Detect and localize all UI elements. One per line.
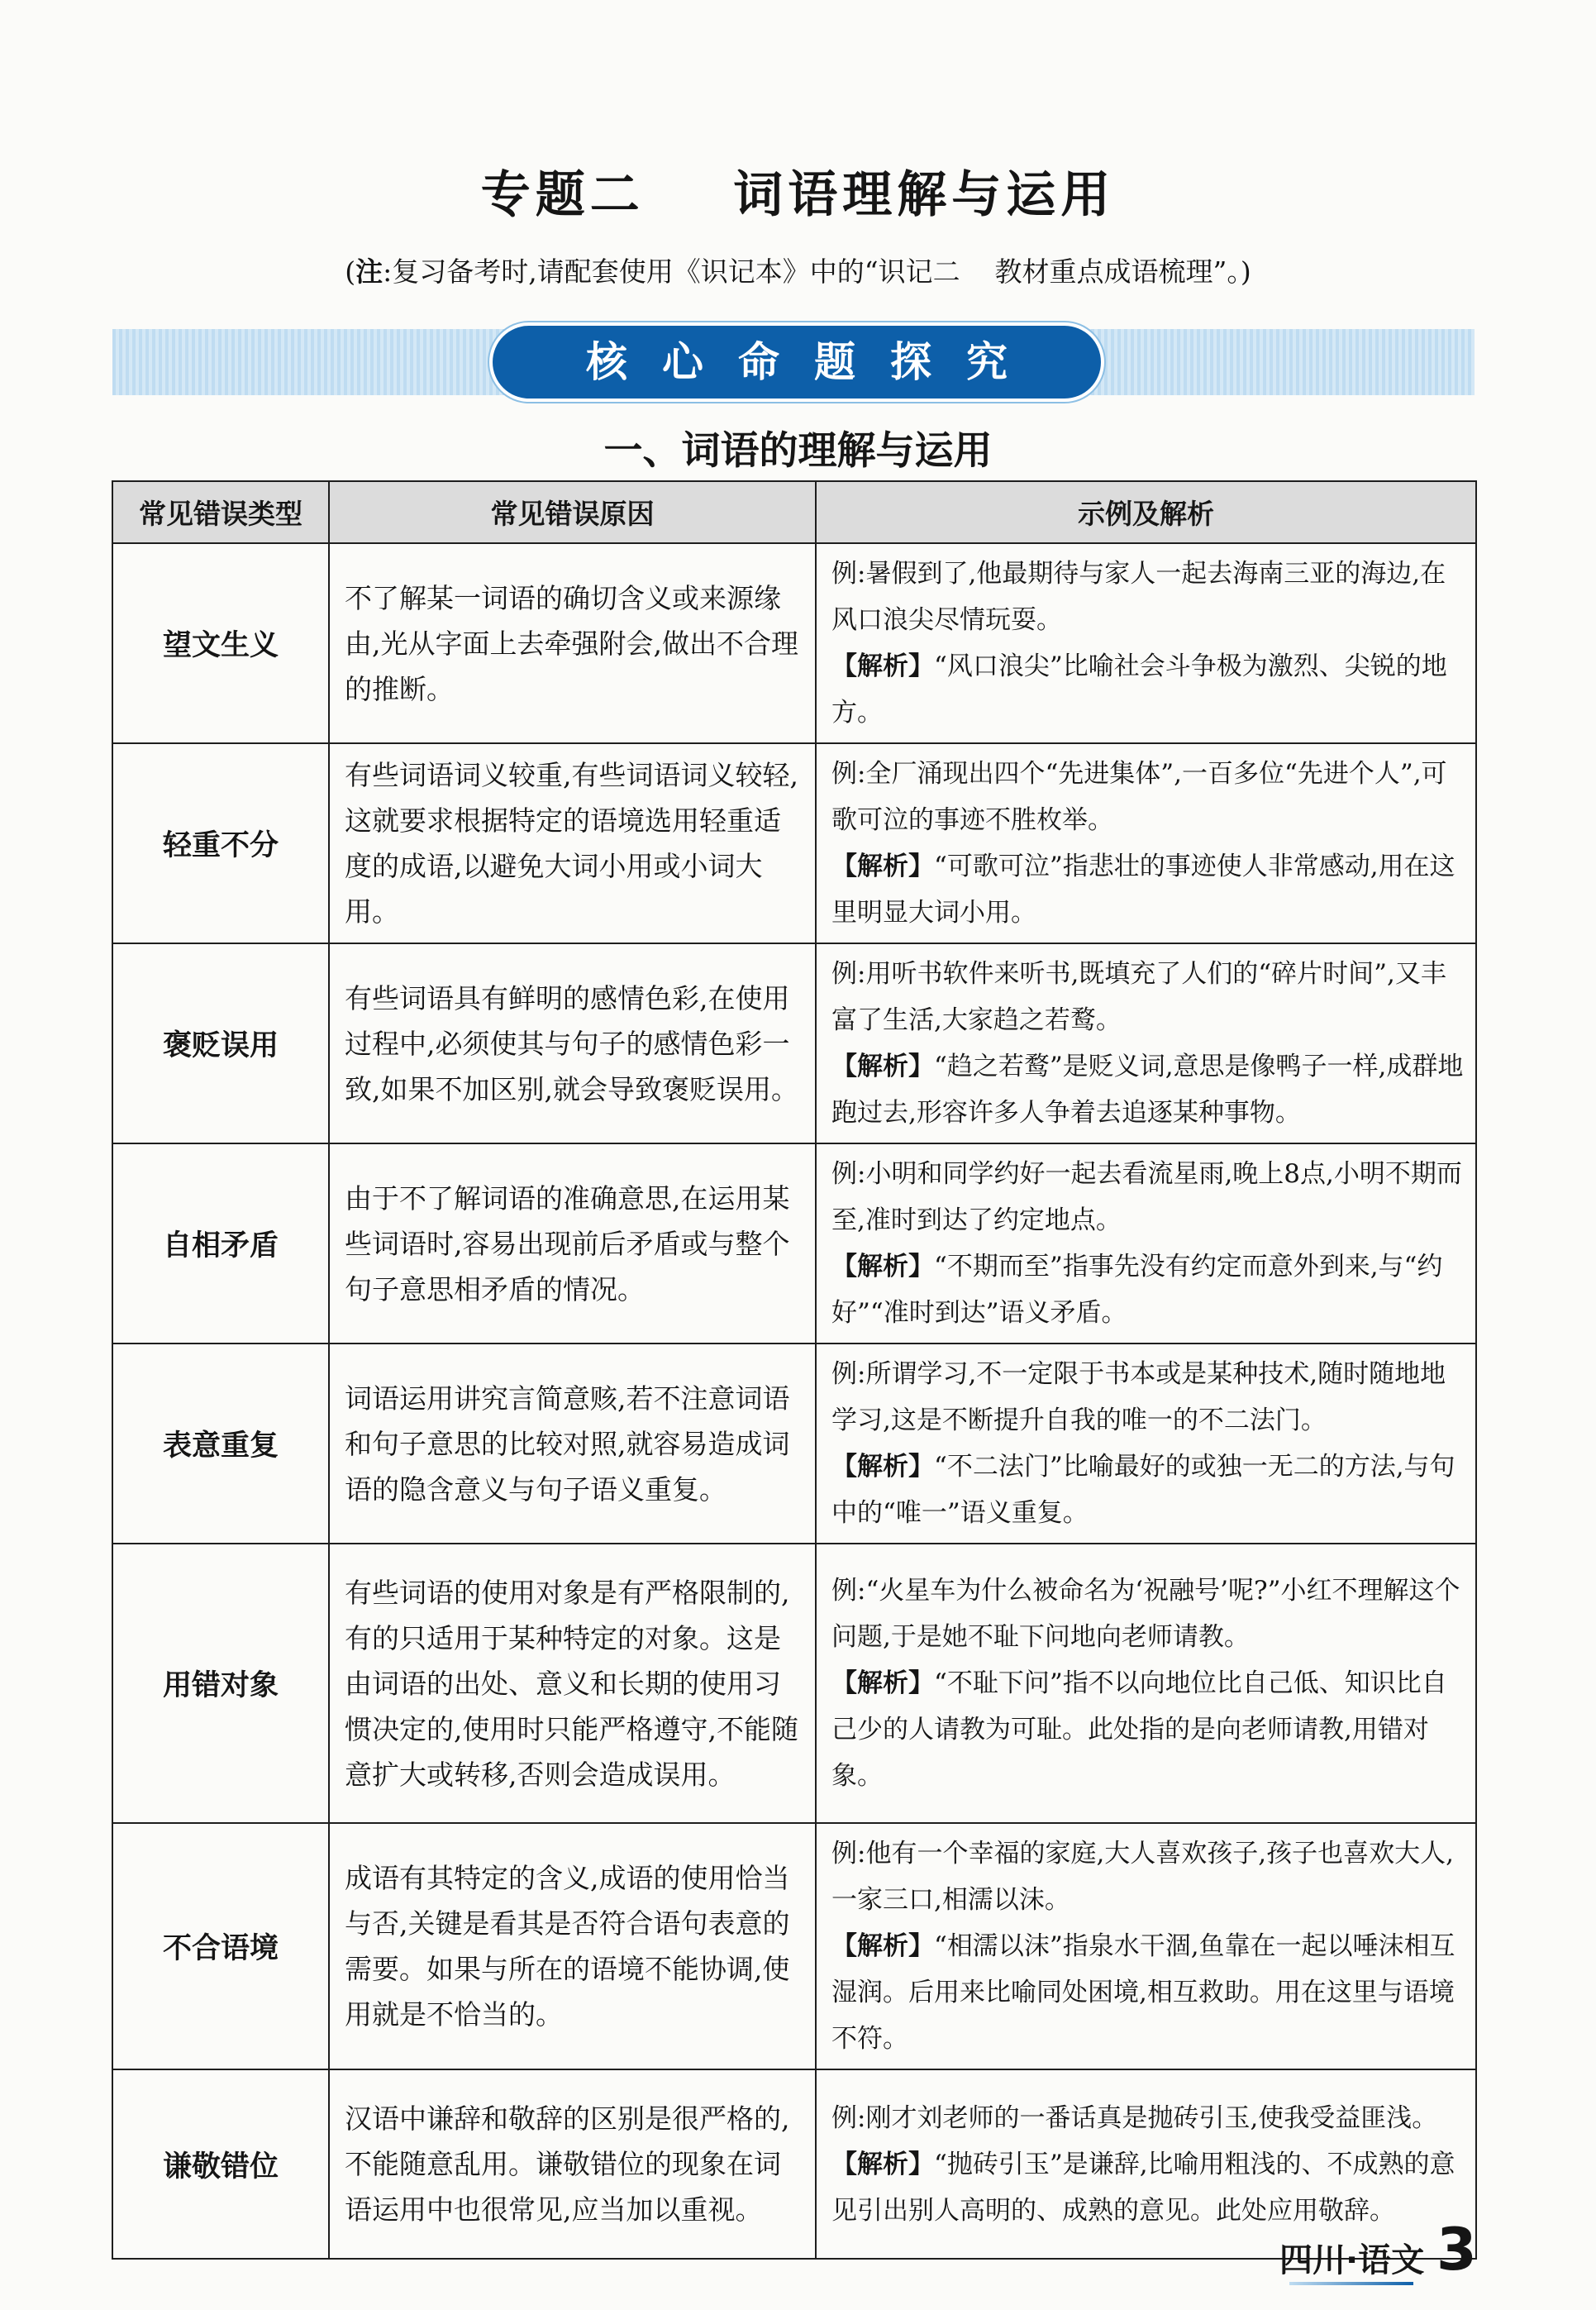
example-text: 例:用听书软件来听书,既填充了人们的“碎片时间”,又丰富了生活,大家趋之若鹜。 xyxy=(831,959,1446,1035)
analysis-tag: 【解析】 xyxy=(831,1252,934,1281)
analysis-text xyxy=(831,643,1464,736)
error-types-table xyxy=(112,480,1477,2260)
analysis-tag: 【解析】 xyxy=(831,1668,934,1698)
example-cell xyxy=(816,2069,1476,2259)
error-type: 表意重复 xyxy=(112,1344,329,1544)
analysis-text xyxy=(831,1444,1464,1536)
example-cell xyxy=(816,1544,1476,1823)
table-row xyxy=(112,943,1476,1143)
page-title: 专题二 词语理解与运用 xyxy=(480,166,1116,224)
analysis-text xyxy=(831,843,1464,936)
error-type: 轻重不分 xyxy=(112,743,329,943)
error-type: 不合语境 xyxy=(112,1823,329,2069)
page-number: 3 xyxy=(1436,2216,1477,2284)
analysis-text xyxy=(831,1043,1464,1136)
example-text: 例:刚才刘老师的一番话真是抛砖引玉,使我受益匪浅。 xyxy=(831,2102,1438,2133)
error-type: 用错对象 xyxy=(112,1544,329,1823)
example-cell xyxy=(816,1823,1476,2069)
table-row xyxy=(112,543,1476,743)
analysis-text xyxy=(831,1923,1464,2062)
example-text: 例:他有一个幸福的家庭,大人喜欢孩子,孩子也喜欢大人,一家三口,相濡以沫。 xyxy=(831,1839,1455,1915)
example-text: 例:“火星车为什么被命名为‘祝融号’呢?”小红不理解这个问题,于是她不耻下问地向老师请教。 xyxy=(831,1576,1460,1652)
analysis-tag: 【解析】 xyxy=(831,651,934,681)
banner-title: 核心命题探究 xyxy=(586,338,1042,386)
error-reason: 汉语中谦辞和敬辞的区别是很严格的,不能随意乱用。谦敬错位的现象在词语运用中也很常见,应当加以重视。 xyxy=(329,2069,816,2259)
example-cell xyxy=(816,743,1476,943)
analysis-body: “抛砖引玉”是谦辞,比喻用粗浅的、不成熟的意见引出别人高明的、成熟的意见。此处应用敬辞。 xyxy=(831,2149,1455,2226)
column-header-type: 常见错误类型 xyxy=(112,481,329,543)
example-cell xyxy=(816,1344,1476,1544)
table-row xyxy=(112,1143,1476,1344)
error-type: 望文生义 xyxy=(112,543,329,743)
section-title: 一、词语的理解与运用 xyxy=(603,428,993,474)
example-text: 例:所谓学习,不一定限于书本或是某种技术,随时随地地学习,这是不断提升自我的唯一的不二法门。 xyxy=(831,1359,1446,1435)
footer-underline xyxy=(1289,2282,1413,2285)
error-reason: 词语运用讲究言简意赅,若不注意词语和句子意思的比较对照,就容易造成词语的隐含意义与句子语义重复。 xyxy=(329,1344,816,1544)
example-text: 例:全厂涌现出四个“先进集体”,一百多位“先进个人”,可歌可泣的事迹不胜枚举。 xyxy=(831,759,1447,835)
footer-label: 四川·语文 xyxy=(1279,2241,1425,2279)
example-text: 例:小明和同学约好一起去看流星雨,晚上8点,小明不期而至,准时到达了约定地点。 xyxy=(831,1159,1462,1235)
analysis-tag: 【解析】 xyxy=(831,1931,934,1961)
error-type: 谦敬错位 xyxy=(112,2069,329,2259)
error-reason: 有些词语的使用对象是有严格限制的,有的只适用于某种特定的对象。这是由词语的出处、意义和长期的使用习惯决定的,使用时只能严格遵守,不能随意扩大或转移,否则会造成误用。 xyxy=(329,1544,816,1823)
error-type: 自相矛盾 xyxy=(112,1143,329,1344)
note-close: ) xyxy=(1240,255,1251,288)
note-open: ( xyxy=(345,255,356,288)
analysis-body: “可歌可泣”指悲壮的事迹使人非常感动,用在这里明显大词小用。 xyxy=(831,852,1455,928)
error-reason: 成语有其特定的含义,成语的使用恰当与否,关键是看其是否符合语句表意的需要。如果与所在的语境不能协调,使用就是不恰当的。 xyxy=(329,1823,816,2069)
analysis-tag: 【解析】 xyxy=(831,1452,934,1482)
analysis-body: “风口浪尖”比喻社会斗争极为激烈、尖锐的地方。 xyxy=(831,651,1447,728)
example-text: 例:暑假到了,他最期待与家人一起去海南三亚的海边,在风口浪尖尽情玩耍。 xyxy=(831,559,1446,635)
table-row xyxy=(112,743,1476,943)
error-reason: 不了解某一词语的确切含义或来源缘由,光从字面上去牵强附会,做出不合理的推断。 xyxy=(329,543,816,743)
note-text: :复习备考时,请配套使用《识记本》中的“识记二 教材重点成语梳理”。 xyxy=(383,255,1241,288)
table-row xyxy=(112,1544,1476,1823)
note xyxy=(0,251,1596,289)
analysis-text xyxy=(831,2141,1464,2234)
analysis-text xyxy=(831,1243,1464,1336)
table-header-row xyxy=(112,481,1476,543)
analysis-tag: 【解析】 xyxy=(831,2149,934,2179)
analysis-text xyxy=(831,1660,1464,1799)
column-header-reason: 常见错误原因 xyxy=(329,481,816,543)
analysis-body: “不耻下问”指不以向地位比自己低、知识比自己少的人请教为可耻。此处指的是向老师请教,用错对象。 xyxy=(831,1668,1447,1791)
note-label: 注 xyxy=(355,255,384,288)
analysis-body: “不二法门”比喻最好的或独一无二的方法,与句中的“唯一”语义重复。 xyxy=(831,1452,1455,1528)
analysis-body: “趋之若鹜”是贬义词,意思是像鸭子一样,成群地跑过去,形容许多人争着去追逐某种事物。 xyxy=(831,1052,1464,1128)
table-row xyxy=(112,1344,1476,1544)
table-row xyxy=(112,1823,1476,2069)
error-reason: 有些词语具有鲜明的感情色彩,在使用过程中,必须使其与句子的感情色彩一致,如果不加区别,就会导致褒贬误用。 xyxy=(329,943,816,1143)
example-cell xyxy=(816,943,1476,1143)
analysis-body: “不期而至”指事先没有约定而意外到来,与“约好”“准时到达”语义矛盾。 xyxy=(831,1252,1443,1328)
error-type: 褒贬误用 xyxy=(112,943,329,1143)
error-reason: 有些词语词义较重,有些词语词义较轻,这就要求根据特定的语境选用轻重适度的成语,以避免大词小用或小词大用。 xyxy=(329,743,816,943)
analysis-body: “相濡以沫”指泉水干涸,鱼靠在一起以唾沫相互湿润。后用来比喻同处困境,相互救助。用在这里与语境不符。 xyxy=(831,1931,1455,2054)
example-cell xyxy=(816,543,1476,743)
analysis-tag: 【解析】 xyxy=(831,1052,934,1081)
table-row xyxy=(112,2069,1476,2259)
example-cell xyxy=(816,1143,1476,1344)
analysis-tag: 【解析】 xyxy=(831,852,934,881)
column-header-example: 示例及解析 xyxy=(816,481,1476,543)
error-reason: 由于不了解词语的准确意思,在运用某些词语时,容易出现前后矛盾或与整个句子意思相矛盾的情况。 xyxy=(329,1143,816,1344)
